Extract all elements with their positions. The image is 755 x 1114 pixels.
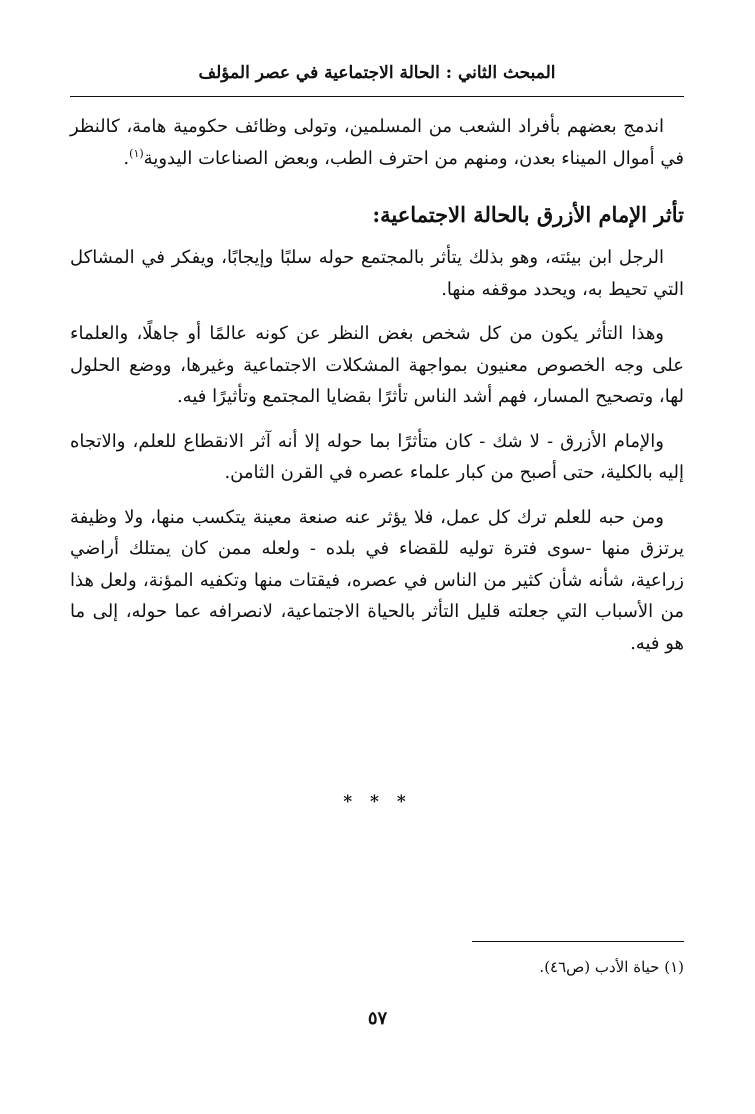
- page-body: [70, 111, 684, 659]
- footnote: (١) حياة الأدب (ص٤٦).: [539, 958, 684, 976]
- paragraph-1-end: .: [123, 147, 130, 169]
- paragraph-1-text: اندمج بعضهم بأفراد الشعب من المسلمين، وتولى وظائف حكومية هامة، كالنظر في أموال الميناء بعدن، ومنهم من احترف الطب، وبعض الصناعات اليدوية: [70, 116, 684, 169]
- paragraph-4: والإمام الأزرق - لا شك - كان متأثرًا بما حوله إلا أنه آثر الانقطاع للعلم، والاتجاه إليه بالكلية، حتى أصبح من كبار علماء عصره في القرن الثامن.: [70, 430, 684, 483]
- running-header: المبحث الثاني : الحالة الاجتماعية في عصر المؤلف: [198, 63, 556, 83]
- paragraph-1: [70, 111, 684, 174]
- page-number: ٥٧: [367, 1008, 388, 1029]
- section-heading: تأثر الإمام الأزرق بالحالة الاجتماعية:: [372, 202, 684, 227]
- paragraph-5: ومن حبه للعلم ترك كل عمل، فلا يؤثر عنه صنعة معينة يتكسب منها، ولا وظيفة يرتزق منها -سوى فترة توليه للقضاء في بلده - ولعله ممن كان يمتلك أراضي زراعية، شأنه شأن كثير من الناس في عصره، فيقتات منها وتكفيه المؤنة، ولعل هذا من الأسباب التي جعلته قليل التأثر بالحياة الاجتماعية، لانصرافه عما حوله، إلى ما هو فيه.: [70, 506, 684, 654]
- header-rule: [70, 96, 684, 97]
- paragraph-3: وهذا التأثر يكون من كل شخص بغض النظر عن كونه عالمًا أو جاهلًا، والعلماء على وجه الخصوص معنيون بمواجهة المشكلات الاجتماعية وغيرها، ووضع الحلول لها، وتصحيح المسار، فهم أشد الناس تأثرًا بقضايا المجتمع وتأثيرًا فيه.: [70, 323, 684, 407]
- section-separator: * * *: [343, 792, 412, 812]
- footnote-rule: [472, 941, 684, 942]
- footnote-marker[interactable]: (١): [129, 146, 144, 160]
- paragraph-2: الرجل ابن بيئته، وهو بذلك يتأثر بالمجتمع حوله سلبًا وإيجابًا، ويفكر في المشاكل التي تحيط به، ويحدد موقفه منها.: [70, 247, 684, 300]
